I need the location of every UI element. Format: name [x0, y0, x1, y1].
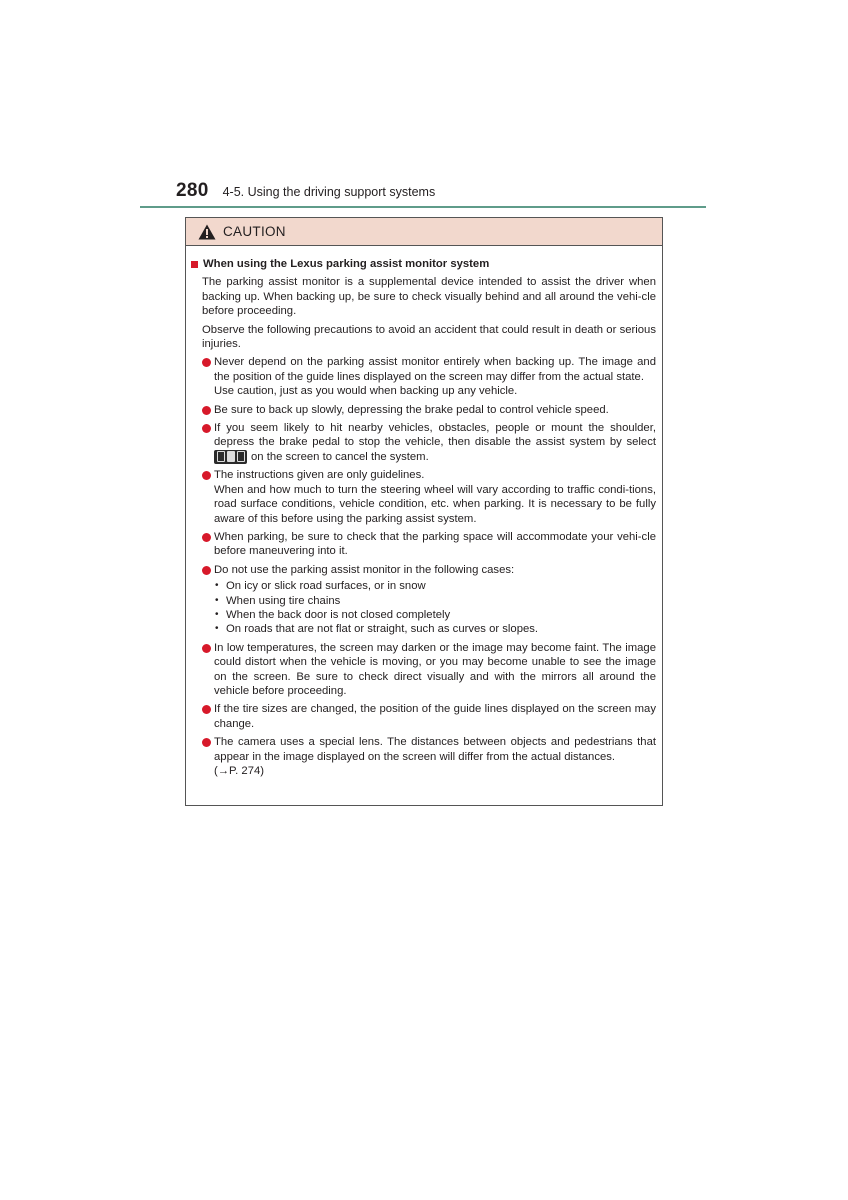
page-number: 280	[176, 180, 209, 201]
bullet-text: The instructions given are only guidelines.	[214, 469, 425, 482]
red-bullet-icon	[202, 738, 211, 747]
list-item	[191, 641, 656, 699]
caution-header	[186, 218, 662, 246]
sub-list-item: • When using tire chains	[214, 594, 656, 608]
precaution-list	[191, 355, 656, 778]
intro-paragraph: Observe the following precautions to avoid an accident that could result in death or serious injuries.	[202, 323, 656, 351]
list-item	[191, 735, 656, 778]
list-item	[191, 530, 656, 559]
caution-content	[186, 246, 662, 778]
bullet-text: When and how much to turn the steering wheel will vary according to traffic condi-tions, road surface conditions, vehicle condition, etc. when parking. It is necessary to be fully aware of this before using the parking assist system.	[214, 483, 656, 525]
list-item	[191, 355, 656, 398]
red-bullet-icon	[202, 705, 211, 714]
bullet-text: If you seem likely to hit nearby vehicles, obstacles, people or mount the shoulder, depress the brake pedal to stop the vehicle, then disable the assist system by select	[214, 422, 656, 449]
subheading	[191, 257, 656, 271]
sub-list-item: • On icy or slick road surfaces, or in snow	[214, 579, 656, 593]
bullet-text: In low temperatures, the screen may darken or the image may become faint. The image could distort when the vehicle is moving, or you may become unable to see the image on the screen. Be sure to check direct visually and with the mirrors all around the vehicle before proceeding.	[214, 641, 656, 697]
page-header	[176, 180, 435, 204]
intro-paragraph: The parking assist monitor is a supplemental device intended to assist the driver when backing up. When backing up, be sure to check visually behind and all around the vehi-cle before proceeding.	[202, 276, 656, 318]
list-item	[191, 468, 656, 526]
header-rule	[140, 206, 706, 208]
bullet-text: If the tire sizes are changed, the position of the guide lines displayed on the screen may change.	[214, 703, 656, 730]
page-reference-link[interactable]: (→P. 274)	[214, 765, 265, 777]
bullet-text: The camera uses a special lens. The distances between objects and pedestrians that appear in the image displayed on the screen will differ from the actual distances.	[214, 736, 656, 763]
warning-triangle-icon	[198, 224, 216, 240]
red-bullet-icon	[202, 358, 211, 367]
bullet-text: Use caution, just as you would when backing up any vehicle.	[214, 385, 518, 398]
bullet-text: on the screen to cancel the system.	[251, 450, 429, 463]
sub-list	[214, 579, 656, 637]
bullet-text: Do not use the parking assist monitor in the following cases:	[214, 563, 515, 576]
list-item	[191, 403, 656, 417]
red-bullet-icon	[202, 406, 211, 415]
bullet-text: Never depend on the parking assist monitor entirely when backing up. The image and the position of the guide lines displayed on the screen may differ from the actual state.	[214, 356, 656, 383]
caution-box	[185, 217, 663, 806]
list-item	[191, 563, 656, 637]
red-bullet-icon	[202, 533, 211, 542]
red-bullet-icon	[202, 566, 211, 575]
list-item	[191, 421, 656, 464]
caution-label: CAUTION	[223, 224, 286, 239]
bullet-text: Be sure to back up slowly, depressing the brake pedal to control vehicle speed.	[214, 403, 609, 416]
red-bullet-icon	[202, 644, 211, 653]
bullet-text: When parking, be sure to check that the parking space will accommodate your vehi-cle before maneuvering into it.	[214, 530, 656, 558]
red-bullet-icon	[202, 471, 211, 480]
subheading-text: When using the Lexus parking assist monitor system	[203, 258, 490, 270]
parking-assist-switch-icon	[214, 450, 247, 464]
square-bullet-icon	[191, 261, 198, 268]
sub-list-item: • When the back door is not closed completely	[214, 608, 656, 622]
section-title: 4-5. Using the driving support systems	[222, 185, 436, 199]
sub-list-item: • On roads that are not flat or straight, such as curves or slopes.	[214, 622, 656, 636]
red-bullet-icon	[202, 424, 211, 433]
list-item	[191, 702, 656, 731]
